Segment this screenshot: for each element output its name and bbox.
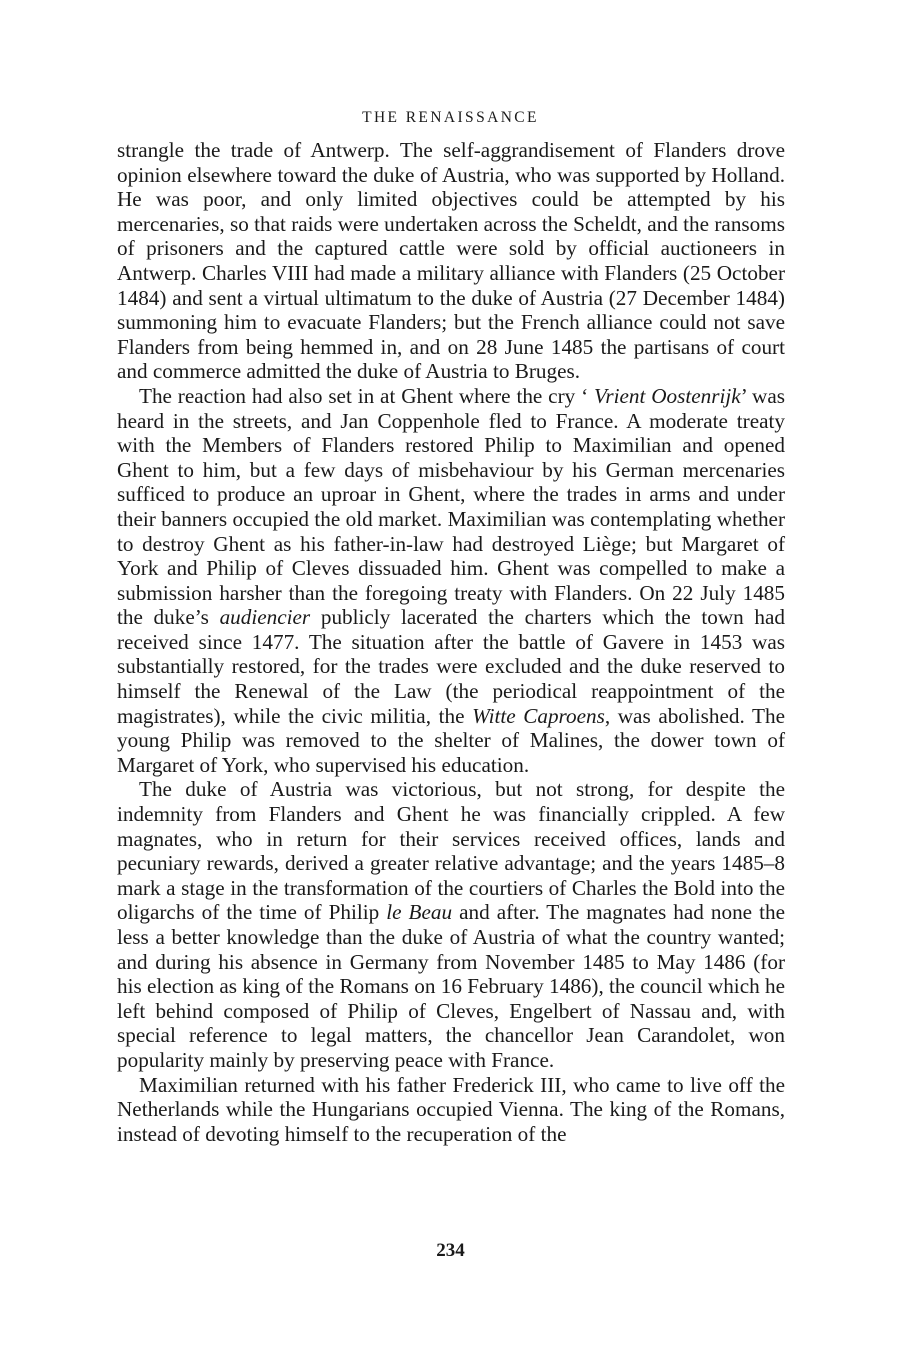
paragraph-2-text-a: The reaction had also set in at Ghent where the cry ‘: [139, 383, 594, 408]
italic-term-audiencier: audiencier: [219, 605, 311, 630]
running-head: THE RENAISSANCE: [362, 109, 539, 126]
paragraph-2-text-d: , was abolished. The young Philip was removed to the shelter of Malines, the dower town of Margaret of York, who supervised his education.: [117, 703, 785, 777]
paragraph-4: [117, 1073, 785, 1147]
paragraph-2-text-c: publicly lacerated the charters which the town had received since 1477. The situation after the battle of Gavere in 1453 was substantially restored, for the trades were excluded and the duke reserved to himself the Renewal of the Law (the periodical reappointment of the magistrates), while the civic militia, the: [117, 605, 786, 728]
italic-term-witte-caproens: Witte Caproens: [472, 703, 605, 728]
page-number: 234: [436, 1240, 465, 1261]
paragraph-2-text-b: ’ was heard in the streets, and Jan Coppenhole fled to France. A moderate treaty with the Members of Flanders restored Philip to Maximilian and opened Ghent to him, but a few days of misbehaviour by his German mercenaries sufficed to produce an uproar in Ghent, where the trades in arms and under their banners occupied the old market. Maximilian was contemplating whether to destroy Ghent as his father-in-law had destroyed Liège; but Margaret of York and Philip of Cleves dissuaded him. Ghent was compelled to make a submission harsher than the foregoing treaty with Flanders. On 22 July 1485 the duke’s: [117, 383, 785, 630]
paragraph-3: [117, 777, 785, 1072]
paragraph-1: [117, 138, 785, 384]
body-text: [117, 138, 785, 1146]
paragraph-3-text-a: The duke of Austria was victorious, but not strong, for despite the indemnity from Flanders and Ghent he was financially crippled. A few magnates, who in return for their services received offices, lands and pecuniary rewards, derived a greater relative advantage; and the years 1485–8 mark a stage in the transformation of the courtiers of Charles the Bold into the oligarchs of the time of Philip: [117, 777, 785, 925]
paragraph-1-text: strangle the trade of Antwerp. The self-aggrandisement of Flanders drove opinion elsewhere toward the duke of Austria, who was supported by Holland. He was poor, and only limited objectives could be attempted by his mercenaries, so that raids were undertaken across the Scheldt, and the ransoms of prisoners and the captured cattle were sold by official auctioneers in Antwerp. Charles VIII had made a military alliance with Flanders (25 October 1484) and sent a virtual ultimatum to the duke of Austria (27 December 1484) summoning him to evacuate Flanders; but the French alliance could not save Flanders from being hemmed in, and on 28 June 1485 the partisans of court and commerce admitted the duke of Austria to Bruges.: [117, 138, 785, 384]
paragraph-4-text: Maximilian returned with his father Frederick III, who came to live off the Netherlands while the Hungarians occupied Vienna. The king of the Romans, instead of devoting himself to the recuperation of the: [117, 1072, 785, 1146]
paragraph-2: [117, 384, 785, 778]
paragraph-3-text-b: and after. The magnates had none the less a better knowledge than the duke of Austria of what the country wanted; and during his absence in Germany from November 1485 to May 1486 (for his election as king of the Romans on 16 February 1486), the council which he left behind composed of Philip of Cleves, Engelbert of Nassau and, with special reference to legal matters, the chancellor Jean Carandolet, won popularity mainly by preserving peace with France.: [117, 900, 785, 1072]
italic-term-le-beau: le Beau: [386, 900, 453, 925]
italic-term-vrient-oostenrijk: Vrient Oostenrijk: [594, 383, 741, 408]
